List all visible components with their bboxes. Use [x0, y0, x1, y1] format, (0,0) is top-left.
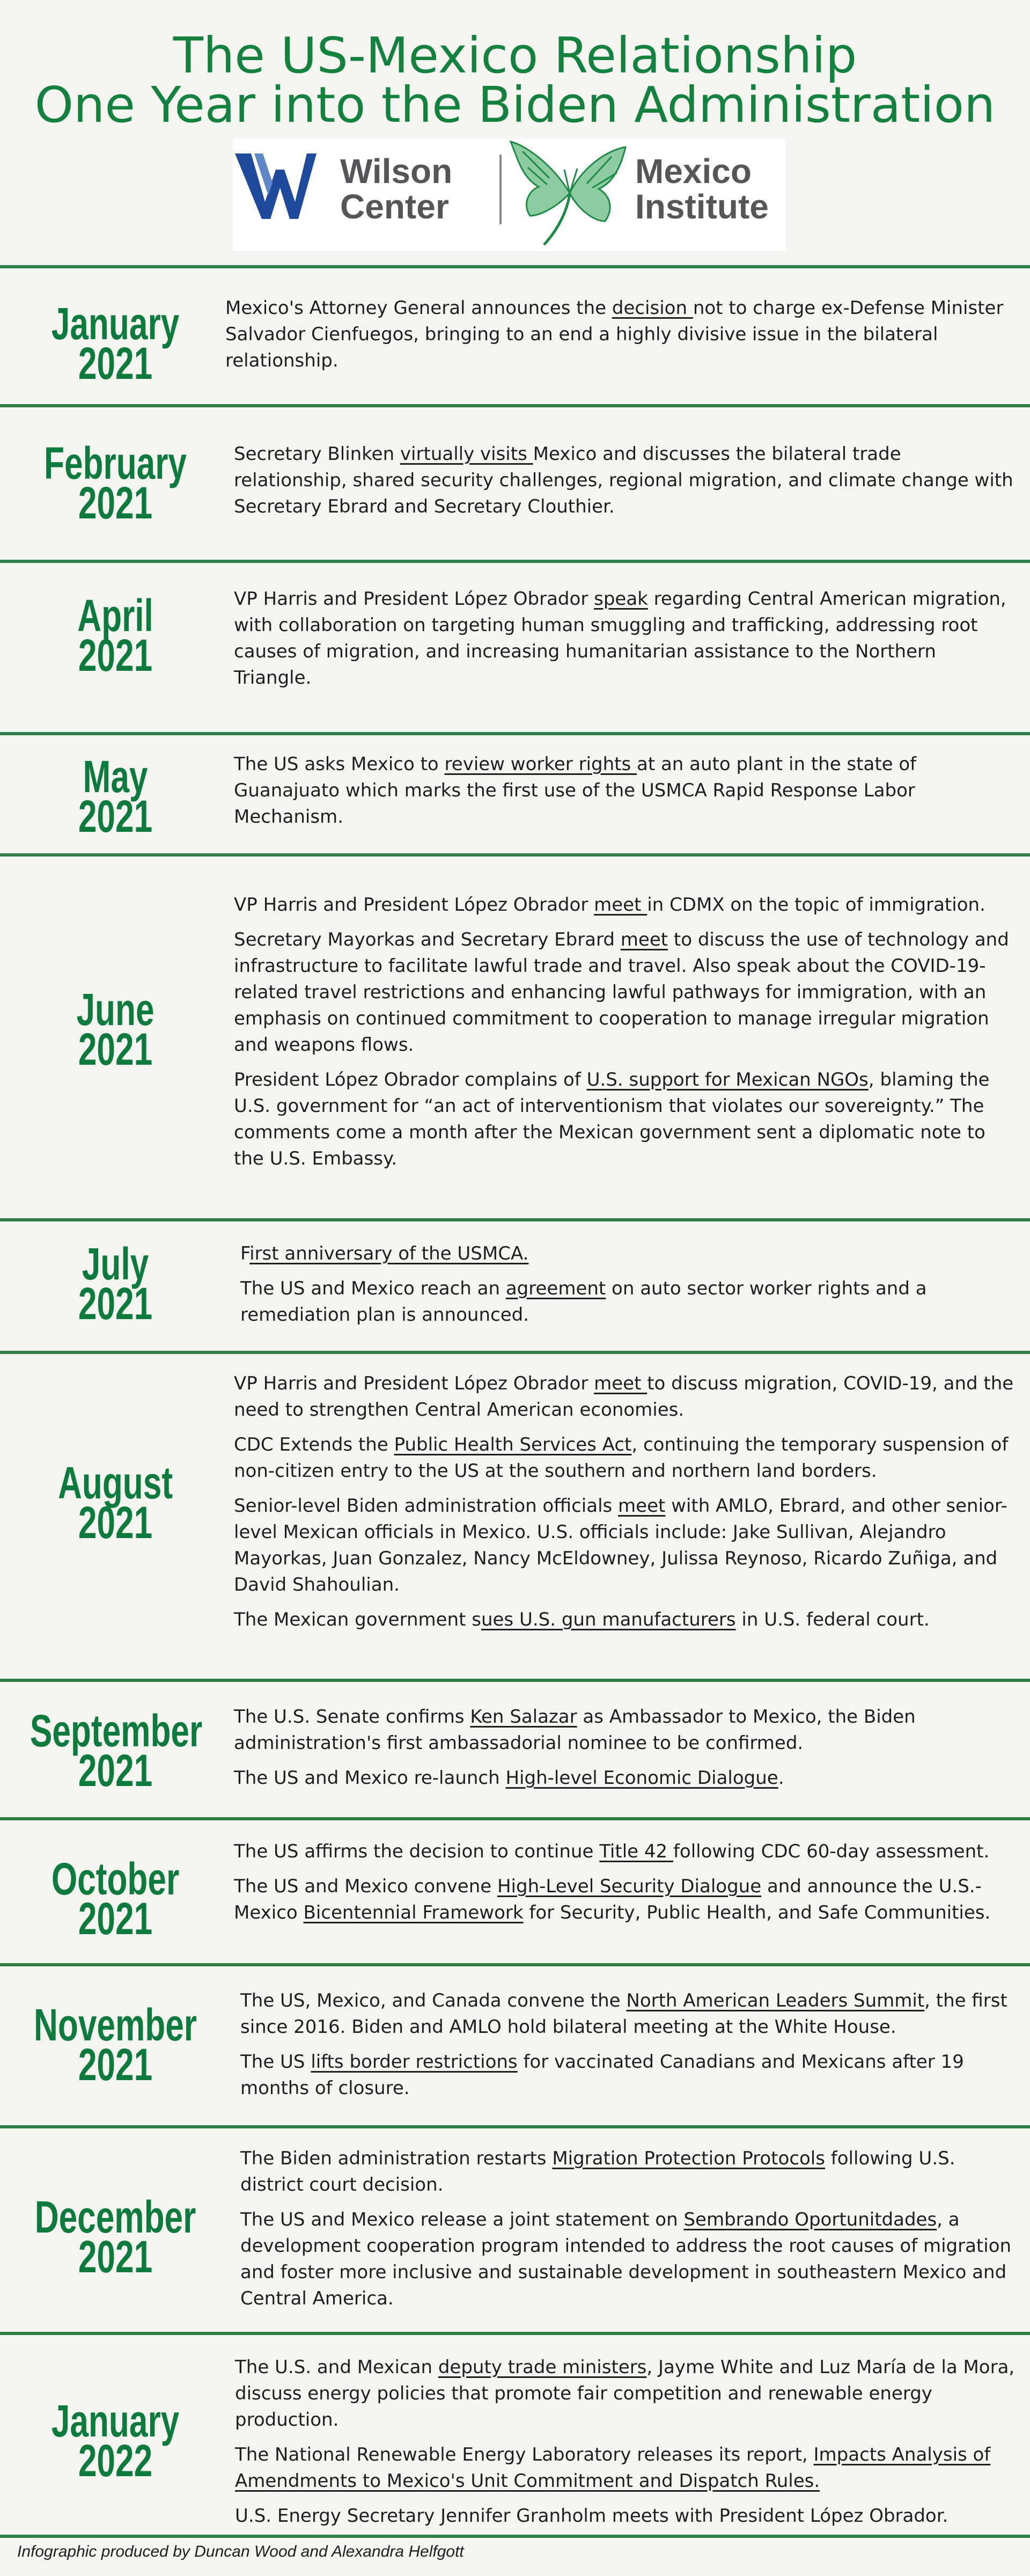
- section-divider: [0, 2535, 1030, 2538]
- entry-link[interactable]: Sembrando Oportunitdades: [683, 2209, 937, 2230]
- entry-text: U.S. Energy Secretary Jennifer Granholm meets with President López Obrador.: [235, 2505, 948, 2527]
- timeline-month: May: [83, 751, 148, 802]
- timeline-entry: [234, 1704, 1017, 1757]
- timeline-year: 2021: [78, 791, 153, 841]
- timeline-entry: [234, 927, 1017, 1058]
- timeline-month: December: [34, 2192, 196, 2242]
- timeline-entries: [234, 1371, 1017, 1633]
- timeline-month: February: [43, 438, 187, 488]
- entry-text: VP Harris and President López Obrador: [234, 894, 594, 916]
- timeline-entries: [225, 295, 1009, 374]
- section-divider: [0, 1218, 1030, 1221]
- timeline-month: January: [51, 298, 180, 349]
- section-divider: [0, 1963, 1030, 1966]
- entry-link[interactable]: Bicentennial Framework: [303, 1902, 524, 1923]
- section-divider: [0, 2332, 1030, 2335]
- entry-link[interactable]: virtually visits: [400, 443, 533, 465]
- timeline-entry: [235, 2442, 1018, 2494]
- entry-text: , continuing the temporary suspension of non-citizen entry to the US at the southern and northern land borders.: [234, 1434, 1009, 1482]
- timeline-month: August: [57, 1458, 173, 1508]
- timeline-entry: [240, 2207, 1024, 2312]
- entry-text: The US and Mexico convene: [234, 1876, 497, 1897]
- entry-text: following CDC 60-day assessment.: [673, 1841, 990, 1862]
- page-title-line-2: One Year into the Biden Administration: [34, 76, 996, 134]
- entry-text: The US asks Mexico to: [234, 753, 445, 775]
- entry-text: to discuss the use of technology and infrastructure to facilitate lawful trade and travel. Also speak about the COVID-19-related travel restrictions and enhancing lawful pathways for immigration, with an emphasis on continued commitment to cooperation to manage irregular migration and weapons flows.: [234, 929, 1009, 1056]
- timeline-entries: [234, 1839, 1017, 1926]
- timeline-year: 2021: [78, 2231, 153, 2282]
- timeline-date: [30, 2192, 201, 2282]
- timeline-year: 2021: [78, 1278, 153, 1329]
- timeline-year: 2021: [78, 1745, 153, 1796]
- timeline-entry: [234, 1765, 1017, 1791]
- entry-link[interactable]: review worker rights: [444, 753, 637, 775]
- timeline-entries: [234, 892, 1017, 1172]
- entry-link[interactable]: deputy trade ministers: [438, 2357, 647, 2378]
- timeline-entry: [234, 1493, 1017, 1598]
- timeline-date: [30, 1854, 201, 1944]
- timeline-date: [30, 984, 201, 1074]
- timeline-month: October: [51, 1854, 180, 1904]
- timeline-entry: [234, 1371, 1017, 1423]
- timeline-entries: [240, 1988, 1024, 2102]
- entry-text: VP Harris and President López Obrador: [234, 1373, 594, 1394]
- entry-text: in CDMX on the topic of immigration.: [647, 894, 985, 916]
- timeline-date: [30, 2000, 201, 2090]
- section-divider: [0, 1817, 1030, 1820]
- entry-text: President López Obrador complains of: [234, 1069, 587, 1091]
- entry-text: The U.S. and Mexican: [235, 2357, 438, 2378]
- section-divider: [0, 1351, 1030, 1354]
- entry-text: , Jayme White and Luz María de la Mora, discuss energy policies that promote fair competition and renewable energy production.: [235, 2357, 1015, 2431]
- entry-link[interactable]: decision: [612, 297, 693, 319]
- mexico-institute-wordmark: [635, 153, 769, 224]
- entry-text: regarding Central American migration, with collaboration on targeting human smuggling and trafficking, addressing root causes of migration, and increasing humanitarian assistance to the Northern Triangle.: [234, 588, 1006, 689]
- entry-text: The National Renewable Energy Laboratory releases its report,: [235, 2444, 814, 2465]
- timeline-entry: [235, 2354, 1018, 2433]
- entry-link[interactable]: meet: [618, 1495, 666, 1517]
- timeline-entry: [240, 2146, 1024, 2198]
- entry-text: Secretary Blinken: [234, 443, 400, 465]
- wilson-w-icon: [233, 148, 319, 223]
- entry-text: F: [240, 1243, 250, 1264]
- timeline-entry: [240, 1276, 1024, 1328]
- entry-link[interactable]: meet: [594, 894, 648, 916]
- entry-text: on auto sector worker rights and a remediation plan is announced.: [240, 1278, 927, 1326]
- timeline-month: November: [33, 2000, 197, 2050]
- timeline-year: 2021: [78, 2039, 153, 2090]
- entry-text: The US and Mexico reach an: [240, 1278, 506, 1299]
- timeline-month: September: [30, 1706, 203, 1756]
- entry-link[interactable]: Title 42: [599, 1841, 673, 1862]
- timeline-entry: [234, 1874, 1017, 1926]
- entry-text: Secretary Mayorkas and Secretary Ebrard: [234, 929, 621, 950]
- entry-text: for Security, Public Health, and Safe Communities.: [523, 1902, 991, 1923]
- entry-link[interactable]: North American Leaders Summit: [626, 1990, 925, 2011]
- timeline-year: 2021: [78, 1893, 153, 1944]
- timeline-entry: [240, 1241, 1024, 1267]
- timeline-entry: [225, 295, 1009, 374]
- entry-text: The U.S. Senate confirms: [234, 1706, 470, 1728]
- timeline-year: 2021: [78, 478, 153, 528]
- timeline-entry: [234, 441, 1017, 520]
- timeline-year: 2021: [78, 630, 153, 680]
- entry-text: The US and Mexico re-launch: [234, 1767, 506, 1789]
- timeline-date: [30, 1706, 203, 1796]
- entry-text: at an auto plant in the state of Guanajuato which marks the first use of the USMCA Rapid Response Labor Mechanism.: [234, 753, 917, 828]
- entry-link[interactable]: Impacts Analysis of Amendments to Mexico's Unit Commitment and Dispatch Rules.: [235, 2444, 991, 2492]
- timeline-entries: [235, 2354, 1018, 2529]
- section-divider: [0, 560, 1030, 563]
- timeline-date: [30, 751, 201, 841]
- entry-text: Mexico's Attorney General announces the: [225, 297, 612, 319]
- timeline-entries: [234, 586, 1017, 691]
- page-title-line-1: The US-Mexico Relationship: [173, 27, 857, 84]
- section-divider: [0, 2125, 1030, 2128]
- timeline-entries: [234, 1704, 1017, 1791]
- timeline-entry: [234, 751, 1017, 830]
- timeline-month: July: [82, 1239, 149, 1289]
- timeline-year: 2021: [78, 1497, 153, 1548]
- entry-text: , blaming the U.S. government for “an act of interventionism that violates our sovereignty.” The comments come a month after the Mexican government sent a diplomatic note to the U.S. Embassy.: [234, 1069, 990, 1169]
- timeline-entries: [240, 2146, 1024, 2312]
- entry-link[interactable]: Ken Salazar: [470, 1706, 577, 1728]
- timeline-entries: [234, 751, 1017, 830]
- entry-text: The Mexican government s: [234, 1609, 481, 1630]
- timeline-year: 2021: [78, 338, 153, 389]
- entry-text: as Ambassador to Mexico, the Biden administration's first ambassadorial nominee to be confirmed.: [234, 1706, 916, 1754]
- entry-link[interactable]: Migration Protection Protocols: [552, 2148, 825, 2169]
- timeline-month: April: [77, 590, 153, 641]
- butterfly-icon: [506, 135, 631, 250]
- entry-text: VP Harris and President López Obrador: [234, 588, 594, 610]
- logo-left-line-1: Wilson: [340, 152, 453, 191]
- page-header: [0, 0, 1030, 266]
- entry-link[interactable]: U.S. support for Mexican NGOs: [586, 1069, 869, 1091]
- timeline-entry: [234, 892, 1017, 918]
- entry-link[interactable]: High-level Economic Dialogue: [505, 1767, 778, 1789]
- footer-credit: Infographic produced by Duncan Wood and Alexandra Helfgott: [17, 2543, 464, 2560]
- timeline-entry: [240, 2049, 1024, 2102]
- entry-text: The Biden administration restarts: [240, 2148, 553, 2169]
- timeline-entry: [240, 1988, 1024, 2040]
- timeline-month: June: [76, 984, 154, 1035]
- section-divider: [0, 404, 1030, 407]
- entry-link[interactable]: speak: [594, 588, 648, 610]
- timeline-entry: [235, 2503, 1018, 2529]
- entry-link[interactable]: meet: [620, 929, 668, 950]
- timeline-date: [30, 438, 201, 528]
- entry-link[interactable]: ues U.S. gun manufacturers: [481, 1609, 736, 1630]
- section-divider: [0, 1679, 1030, 1682]
- wilson-center-mexico-institute-logo: [233, 138, 785, 251]
- timeline-year: 2021: [78, 1024, 153, 1074]
- logo-divider: [499, 155, 502, 224]
- entry-link[interactable]: irst anniversary of the USMCA.: [249, 1243, 529, 1264]
- entry-text: The US, Mexico, and Canada convene the: [240, 1990, 627, 2011]
- entry-text: to discuss migration, COVID-19, and the need to strengthen Central American economies.: [234, 1373, 1014, 1421]
- entry-link[interactable]: Public Health Services Act: [394, 1434, 632, 1455]
- entry-link[interactable]: agreement: [505, 1278, 606, 1299]
- entry-text: and announce the U.S.-Mexico: [234, 1876, 982, 1923]
- section-divider: [0, 265, 1030, 268]
- entry-text: Senior-level Biden administration officials: [234, 1495, 619, 1517]
- timeline-date: [30, 2396, 201, 2486]
- timeline-entry: [234, 1839, 1017, 1865]
- entry-text: with AMLO, Ebrard, and other senior-level Mexican officials in Mexico. U.S. officials include: Jake Sullivan, Alejandro Mayorkas, Juan Gonzalez, Nancy McEldowney, Julissa Reynoso, Ricardo Zuñiga, and David Shahoulian.: [234, 1495, 1007, 1596]
- logo-left-line-2: Center: [340, 187, 449, 226]
- logo-right-line-2: Institute: [635, 187, 769, 226]
- timeline-date: [30, 298, 201, 389]
- timeline-entry: [234, 1432, 1017, 1484]
- entry-text: for vaccinated Canadians and Mexicans after 19 months of closure.: [240, 2051, 964, 2099]
- entry-text: The US and Mexico release a joint statement on: [240, 2209, 684, 2230]
- entry-text: following U.S. district court decision.: [240, 2148, 955, 2196]
- entry-link[interactable]: lifts border restrictions: [311, 2051, 518, 2073]
- logo-right-line-1: Mexico: [635, 152, 752, 191]
- timeline-date: [30, 590, 201, 680]
- entry-text: not to charge ex-Defense Minister Salvador Cienfuegos, bringing to an end a highly divisive issue in the bilateral relationship.: [225, 297, 1004, 371]
- section-divider: [0, 732, 1030, 735]
- entry-link[interactable]: meet: [594, 1373, 648, 1394]
- entry-text: The US affirms the decision to continue: [234, 1841, 600, 1862]
- entry-text: Mexico and discusses the bilateral trade relationship, shared security challenges, regional migration, and climate change with Secretary Ebrard and Secretary Clouthier.: [234, 443, 1013, 517]
- entry-text: The US: [240, 2051, 311, 2073]
- wilson-center-wordmark: [340, 153, 452, 224]
- entry-text: CDC Extends the: [234, 1434, 394, 1455]
- timeline-entries: [234, 441, 1017, 520]
- timeline-entry: [234, 1607, 1017, 1633]
- timeline-entries: [240, 1241, 1024, 1328]
- timeline-entry: [234, 586, 1017, 691]
- timeline-month: January: [51, 2396, 180, 2446]
- entry-text: in U.S. federal court.: [735, 1609, 930, 1630]
- timeline-entry: [234, 1067, 1017, 1172]
- timeline-date: [30, 1239, 201, 1329]
- section-divider: [0, 853, 1030, 857]
- entry-text: , a development cooperation program intended to address the root causes of migration and foster more inclusive and sustainable development in southeastern Mexico and Central America.: [240, 2209, 1012, 2309]
- timeline-year: 2022: [78, 2435, 153, 2486]
- entry-link[interactable]: High-Level Security Dialogue: [497, 1876, 762, 1897]
- entry-text: , the first since 2016. Biden and AMLO hold bilateral meeting at the White House.: [240, 1990, 1007, 2038]
- entry-text: .: [778, 1767, 784, 1789]
- timeline-date: [30, 1458, 201, 1548]
